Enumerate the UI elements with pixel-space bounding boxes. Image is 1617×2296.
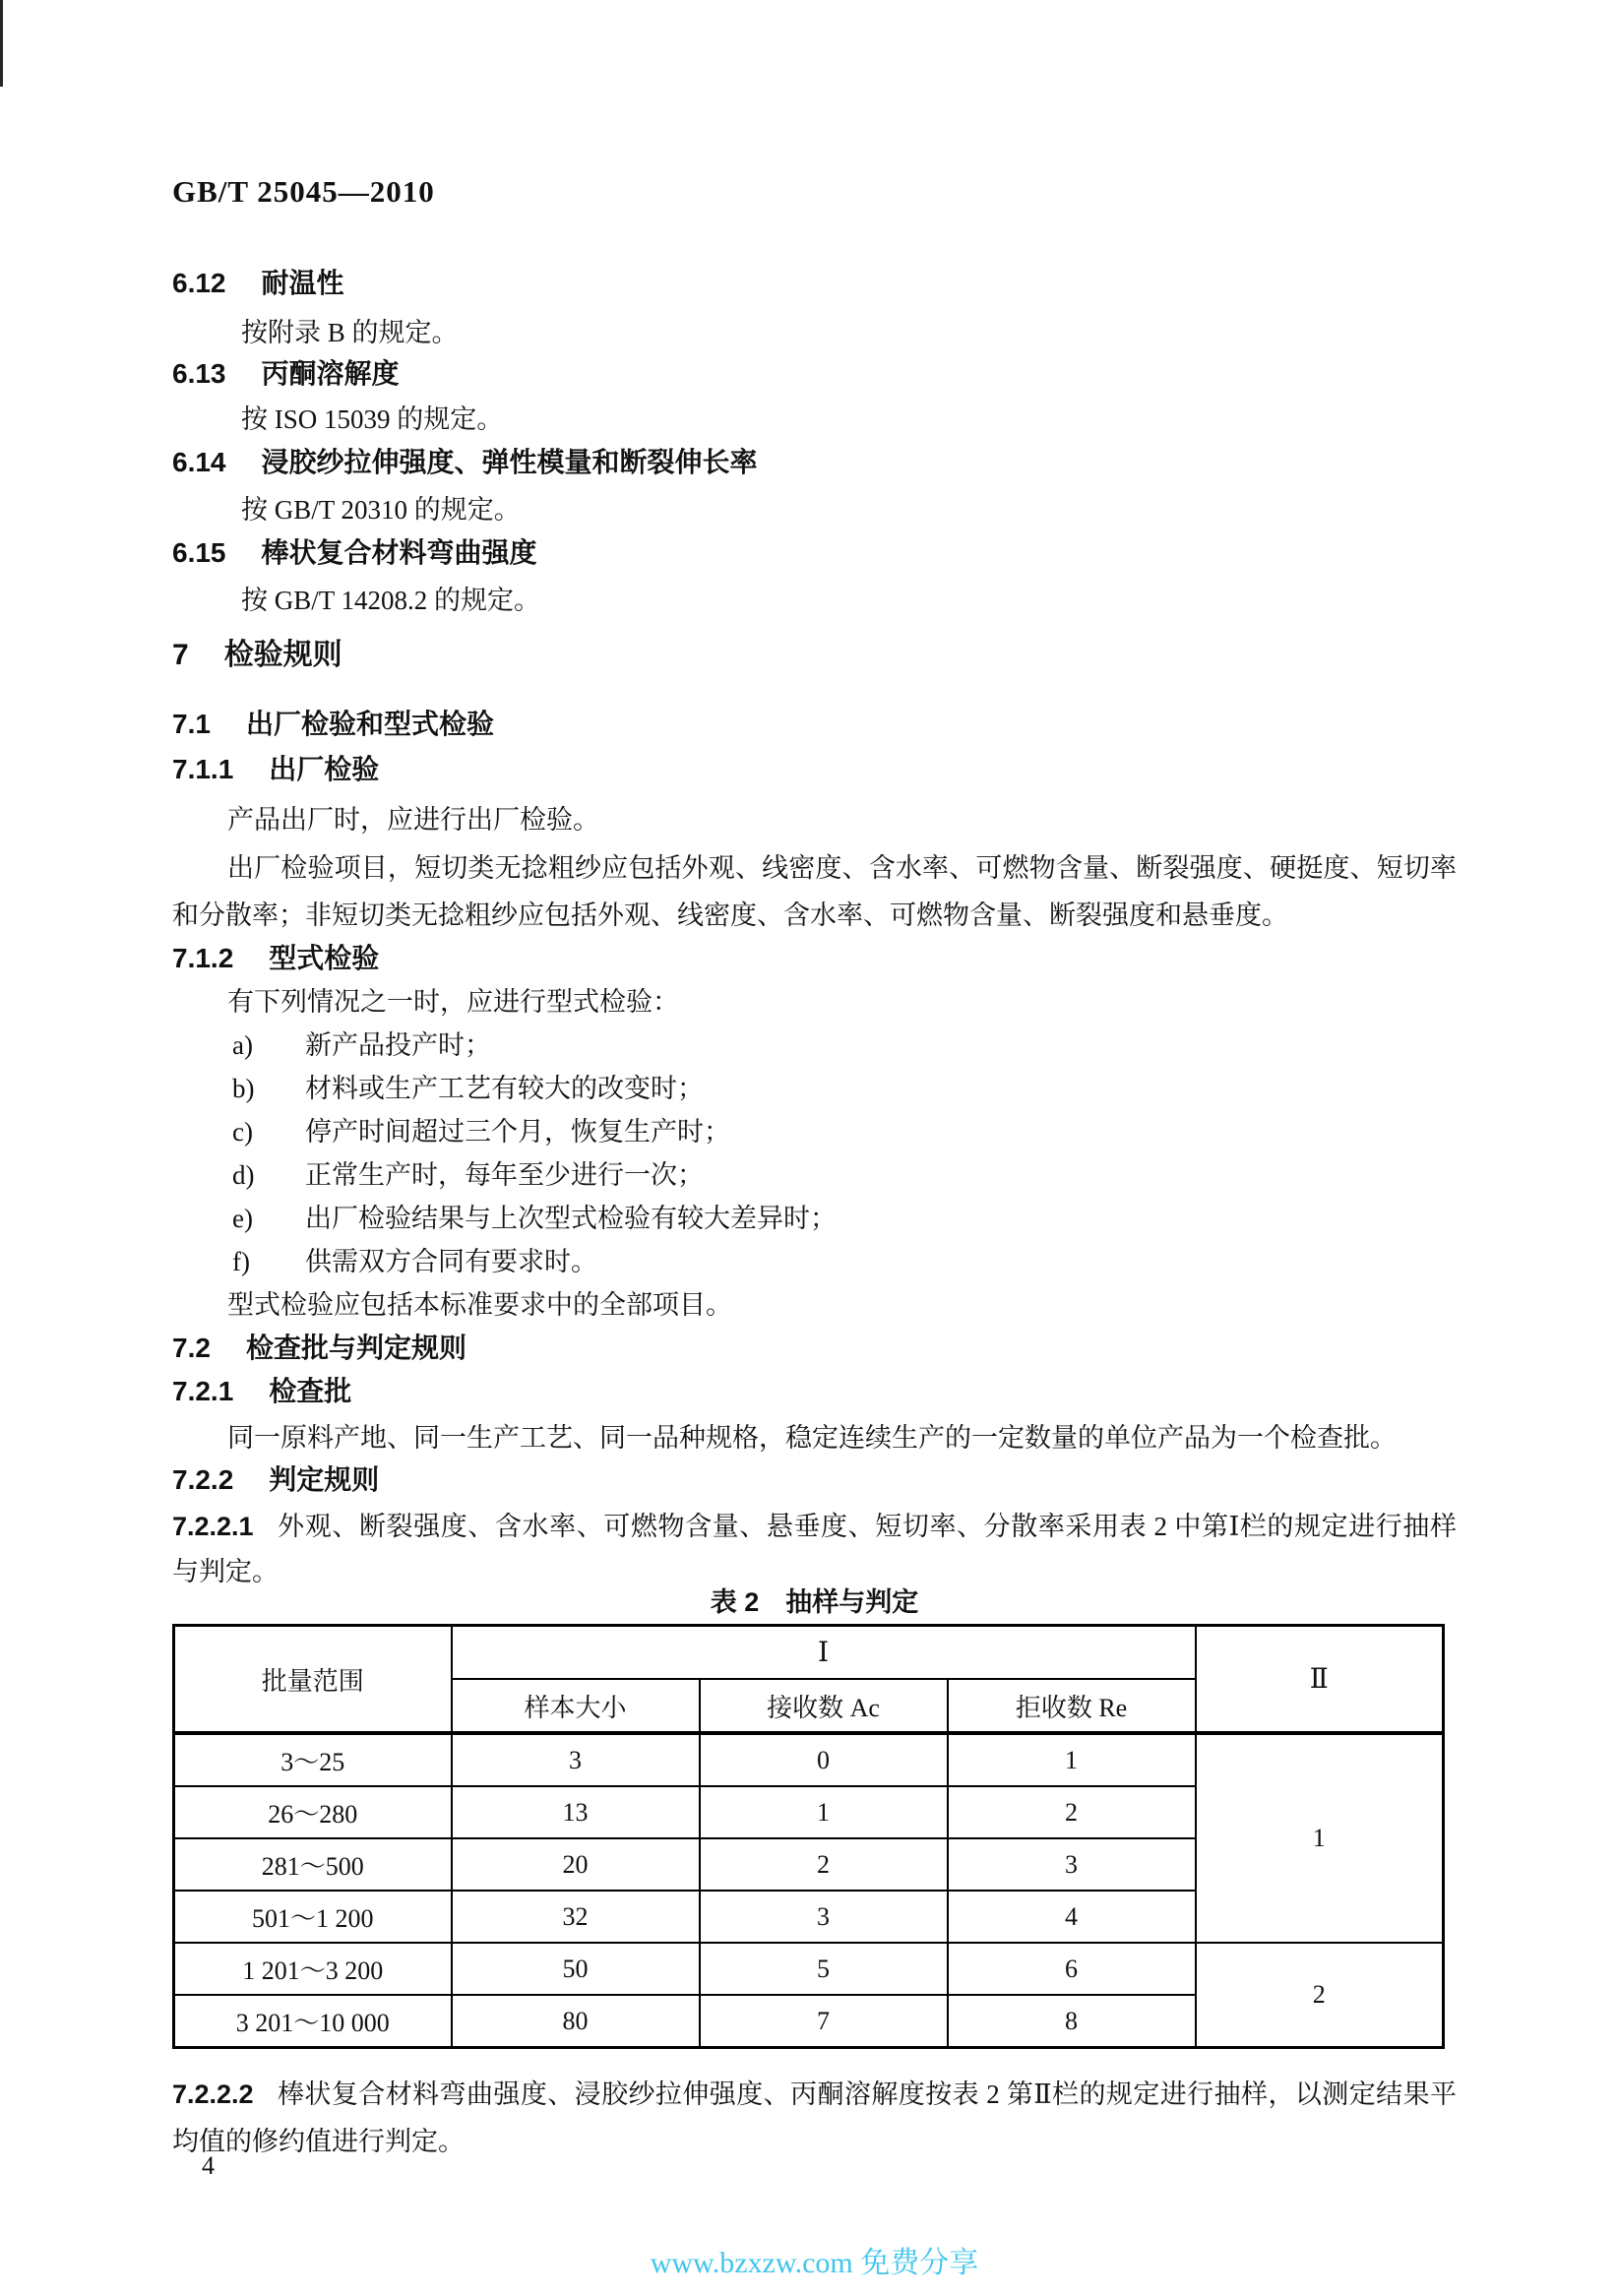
table-row <box>174 1733 1444 1786</box>
table-cell: 20 <box>452 1838 700 1891</box>
clause-7-2-1-heading <box>172 1372 1457 1411</box>
table-cell: 1 <box>948 1733 1196 1786</box>
table-cell: 501～1 200 <box>174 1891 452 1943</box>
list-item <box>172 1110 1457 1153</box>
clause-title: 型式检验 <box>269 943 380 973</box>
list-item <box>172 1197 1457 1240</box>
clause-title: 棒状复合材料弯曲强度 <box>261 537 537 568</box>
clause-title: 检查批 <box>269 1376 352 1406</box>
scan-edge-artifact <box>0 0 3 87</box>
table-cell: 7 <box>700 1995 948 2048</box>
clause-title: 检查批与判定规则 <box>245 1333 466 1363</box>
col-header-group-2: Ⅱ <box>1196 1626 1444 1734</box>
clause-6-12-heading <box>172 264 1457 303</box>
list-item-text: 停产时间超过三个月，恢复生产时； <box>305 1117 730 1147</box>
chapter-title: 检验规则 <box>223 639 342 671</box>
clause-text: 棒状复合材料弯曲强度、浸胶纱拉伸强度、丙酮溶解度按表 2 第Ⅱ栏的规定进行抽样，以测定结果平均值的修约值进行判定。 <box>172 2079 1457 2156</box>
clause-7-1-1-paragraph-2: 出厂检验项目，短切类无捻粗纱应包括外观、线密度、含水率、可燃物含量、断裂强度、硬挺度、短切率和分散率；非短切类无捻粗纱应包括外观、线密度、含水率、可燃物含量、断裂强度和悬垂度。 <box>172 853 1457 930</box>
list-item-label: e) <box>232 1204 253 1233</box>
clause-title: 浸胶纱拉伸强度、弹性模量和断裂伸长率 <box>261 447 758 477</box>
table-cell: 3 <box>452 1733 700 1786</box>
clause-7-2-2-1-paragraph <box>172 1504 1457 1594</box>
table-row <box>174 1943 1444 1995</box>
table-cell: 5 <box>700 1943 948 1995</box>
table-cell: 6 <box>948 1943 1196 1995</box>
clause-6-14-heading <box>172 443 1457 482</box>
table-cell: 50 <box>452 1943 700 1995</box>
table-cell: 32 <box>452 1891 700 1943</box>
table-cell: 1 <box>700 1786 948 1838</box>
clause-title: 判定规则 <box>269 1464 380 1495</box>
table-cell: 3 201～10 000 <box>174 1995 452 2048</box>
list-item-text: 材料或生产工艺有较大的改变时； <box>305 1074 704 1103</box>
clause-6-14-text: 按 GB/T 20310 的规定。 <box>241 495 521 525</box>
table-2-caption: 表 2 抽样与判定 <box>710 1587 919 1617</box>
list-item-text: 新产品投产时； <box>305 1030 491 1060</box>
chapter-number: 7 <box>172 639 189 671</box>
table-cell: 1 201～3 200 <box>174 1943 452 1995</box>
table-cell: 3 <box>948 1838 1196 1891</box>
list-item <box>172 1240 1457 1283</box>
list-item-label: c) <box>232 1117 253 1147</box>
list-item-label: d) <box>232 1160 255 1190</box>
clause-number: 6.12 <box>172 268 226 298</box>
standard-number-header: GB/T 25045—2010 <box>172 174 435 209</box>
clause-number: 6.15 <box>172 537 226 568</box>
clause-6-15-text: 按 GB/T 14208.2 的规定。 <box>241 586 541 615</box>
list-item-label: a) <box>232 1030 253 1060</box>
clause-6-12-text: 按附录 B 的规定。 <box>241 318 459 347</box>
clause-6-13-text: 按 ISO 15039 的规定。 <box>241 404 504 434</box>
clause-number: 7.1.2 <box>172 943 234 973</box>
table-cell: 3 <box>700 1891 948 1943</box>
clause-7-1-2-intro: 有下列情况之一时，应进行型式检验： <box>227 987 679 1017</box>
col-header-acceptance-number: 接收数 Ac <box>700 1679 948 1733</box>
col-header-rejection-number: 拒收数 Re <box>948 1679 1196 1733</box>
table-cell: 8 <box>948 1995 1196 2048</box>
list-item <box>172 1067 1457 1110</box>
clause-7-1-2-heading <box>172 939 1457 978</box>
clause-text: 外观、断裂强度、含水率、可燃物含量、悬垂度、短切率、分散率采用表 2 中第Ⅰ栏的规定进行抽样与判定。 <box>172 1512 1457 1586</box>
col-header-sample-size: 样本大小 <box>452 1679 700 1733</box>
clause-number: 7.2.2.1 <box>172 1512 254 1541</box>
clause-title: 出厂检验和型式检验 <box>245 709 494 739</box>
page-number: 4 <box>202 2151 215 2180</box>
clause-7-2-1-paragraph: 同一原料产地、同一生产工艺、同一品种规格，稳定连续生产的一定数量的单位产品为一个检查批。 <box>227 1423 1397 1453</box>
clause-6-13-heading <box>172 354 1457 394</box>
table-cell: 26～280 <box>174 1786 452 1838</box>
clause-7-2-2-heading <box>172 1460 1457 1500</box>
list-item <box>172 1024 1457 1067</box>
table-cell: 2 <box>700 1838 948 1891</box>
table-cell: 80 <box>452 1995 700 2048</box>
chapter-7-heading <box>172 634 1457 677</box>
table-cell: 281～500 <box>174 1838 452 1891</box>
page-content <box>0 173 1617 2283</box>
list-item-label: b) <box>232 1074 255 1103</box>
clause-number: 6.13 <box>172 358 226 389</box>
clause-7-1-1-paragraph-1: 产品出厂时，应进行出厂检验。 <box>227 805 599 835</box>
table-cell-group2-merged: 1 <box>1196 1733 1444 1943</box>
clause-7-1-1-heading <box>172 750 1457 789</box>
watermark-text: www.bzxzw.com 免费分享 <box>650 2247 979 2279</box>
list-item-text: 供需双方合同有要求时。 <box>305 1247 597 1276</box>
list-item-label: f) <box>232 1247 250 1276</box>
clause-title: 出厂检验 <box>269 754 380 784</box>
clause-number: 7.2.1 <box>172 1376 234 1406</box>
table-cell: 13 <box>452 1786 700 1838</box>
clause-7-1-heading <box>172 705 1457 744</box>
list-item-text: 正常生产时，每年至少进行一次； <box>305 1160 704 1190</box>
table-cell: 3～25 <box>174 1733 452 1786</box>
clause-number: 7.1 <box>172 709 211 739</box>
clause-7-2-heading <box>172 1329 1457 1368</box>
table-cell: 2 <box>948 1786 1196 1838</box>
table-cell: 0 <box>700 1733 948 1786</box>
table-cell-group2-merged: 2 <box>1196 1943 1444 2048</box>
clause-6-15-heading <box>172 533 1457 573</box>
col-header-group-1: Ⅰ <box>452 1626 1196 1680</box>
clause-number: 7.1.1 <box>172 754 234 784</box>
list-item-text: 出厂检验结果与上次型式检验有较大差异时； <box>305 1204 837 1233</box>
clause-number: 7.2.2.2 <box>172 2079 254 2109</box>
table-cell: 4 <box>948 1891 1196 1943</box>
clause-title: 耐温性 <box>261 268 344 298</box>
table-2-sampling-judgement <box>172 1624 1445 2049</box>
clause-7-1-2-closing: 型式检验应包括本标准要求中的全部项目。 <box>227 1290 732 1320</box>
list-item <box>172 1153 1457 1197</box>
type-test-condition-list <box>172 1024 1457 1283</box>
col-header-batch-range: 批量范围 <box>174 1626 452 1734</box>
clause-number: 7.2.2 <box>172 1464 234 1495</box>
clause-number: 7.2 <box>172 1333 211 1363</box>
clause-number: 6.14 <box>172 447 226 477</box>
clause-title: 丙酮溶解度 <box>261 358 400 389</box>
